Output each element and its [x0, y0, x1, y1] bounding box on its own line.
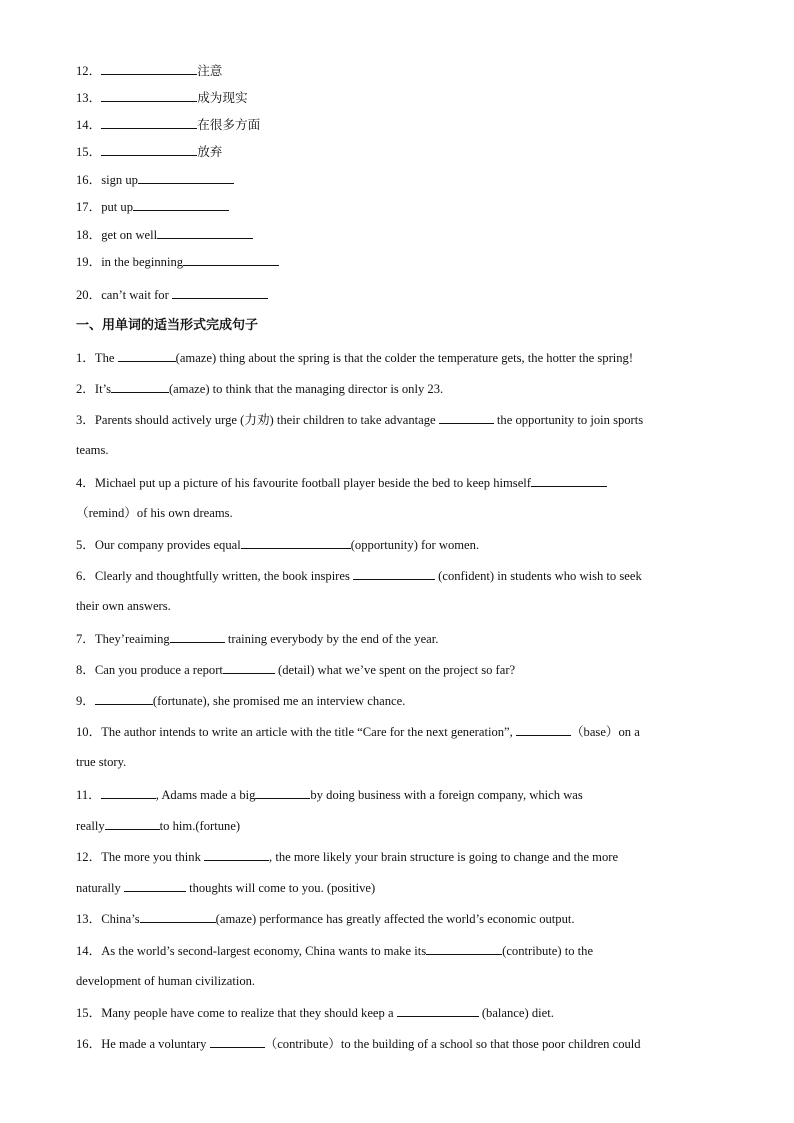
question-2: 2．It’s (amaze) to think that the managing director is only 23.	[76, 382, 444, 396]
question-1: 1．The (amaze) thing about the spring is that the colder the temperature gets, the hotter the spring!	[76, 351, 634, 365]
question-8: 8．Can you produce a report (detail) what we’ve spent on the project so far?	[76, 663, 516, 677]
answer-blank[interactable]	[157, 226, 253, 239]
answer-blank[interactable]	[531, 474, 607, 487]
question-13: 13．China’s (amaze) performance has greatly affected the world’s economic output.	[76, 912, 575, 926]
answer-blank[interactable]	[95, 692, 153, 705]
vocab-item: 18．get on well	[76, 226, 714, 243]
question-6-continued: their own answers.	[76, 599, 171, 613]
question-4: 4．Michael put up a picture of his favourite football player beside the bed to keep himself	[76, 474, 714, 491]
question-6: 6．Clearly and thoughtfully written, the book inspires (confident) in students who wish to seek	[76, 569, 642, 583]
question-3-continued: teams.	[76, 443, 109, 457]
question-12-continued: naturally thoughts will come to you. (positive)	[76, 881, 376, 895]
question-7: 7．They’reaiming training everybody by the end of the year.	[76, 632, 439, 646]
question-11-continued: really to him.(fortune)	[76, 819, 241, 833]
answer-blank[interactable]	[183, 253, 279, 266]
answer-blank[interactable]	[140, 910, 216, 923]
answer-blank[interactable]	[170, 630, 225, 643]
answer-blank[interactable]	[439, 411, 494, 424]
answer-blank[interactable]	[124, 879, 186, 892]
vocab-item: 20．can’t wait for	[76, 286, 714, 303]
question-12: 12．The more you think , the more likely your brain structure is going to change and the more	[76, 850, 619, 864]
question-15: 15．Many people have come to realize that they should keep a (balance) diet.	[76, 1006, 554, 1020]
question-10: 10．The author intends to write an article with the title “Care for the next generation”, （base）on a	[76, 725, 640, 739]
question-3: 3．Parents should actively urge (力劝) their children to take advantage the opportunity to join sports	[76, 413, 644, 427]
answer-blank[interactable]	[397, 1004, 479, 1017]
answer-blank[interactable]	[101, 89, 197, 102]
question-10-continued: true story.	[76, 755, 127, 769]
question-5: 5．Our company provides equal (opportunity) for women.	[76, 538, 480, 552]
answer-blank[interactable]	[516, 723, 571, 736]
vocab-item: 16．sign up	[76, 171, 714, 188]
answer-blank[interactable]	[204, 848, 269, 861]
answer-blank[interactable]	[353, 567, 435, 580]
question-14: 14．As the world’s second-largest economy, China wants to make its (contribute) to the	[76, 944, 594, 958]
section-heading: 一、用单词的适当形式完成句子	[76, 317, 259, 332]
question-4-continued: （remind）of his own dreams.	[76, 506, 233, 520]
answer-blank[interactable]	[172, 286, 268, 299]
question-14-continued: development of human civilization.	[76, 974, 256, 988]
answer-blank[interactable]	[426, 942, 502, 955]
answer-blank[interactable]	[118, 349, 176, 362]
vocab-item: 17．put up	[76, 198, 714, 215]
answer-blank[interactable]	[241, 536, 351, 549]
vocab-item: 12． 注意	[76, 64, 223, 78]
answer-blank[interactable]	[105, 817, 160, 830]
answer-blank[interactable]	[138, 171, 234, 184]
answer-blank[interactable]	[101, 116, 197, 129]
answer-blank[interactable]	[210, 1035, 265, 1048]
answer-blank[interactable]	[223, 661, 275, 674]
answer-blank[interactable]	[255, 786, 310, 799]
answer-blank[interactable]	[101, 143, 197, 156]
answer-blank[interactable]	[101, 62, 197, 75]
question-16: 16．He made a voluntary （contribute）to the building of a school so that those poor children could	[76, 1037, 641, 1051]
vocab-item: 15． 放弃	[76, 145, 223, 159]
vocab-item: 19．in the beginning	[76, 253, 714, 270]
answer-blank[interactable]	[133, 198, 229, 211]
vocab-item: 14． 在很多方面	[76, 118, 261, 132]
vocab-item: 13． 成为现实	[76, 91, 248, 105]
answer-blank[interactable]	[111, 380, 169, 393]
question-9: 9． (fortunate), she promised me an interview chance.	[76, 694, 406, 708]
question-11: 11． , Adams made a big by doing business with a foreign company, which was	[76, 788, 583, 802]
answer-blank[interactable]	[101, 786, 156, 799]
